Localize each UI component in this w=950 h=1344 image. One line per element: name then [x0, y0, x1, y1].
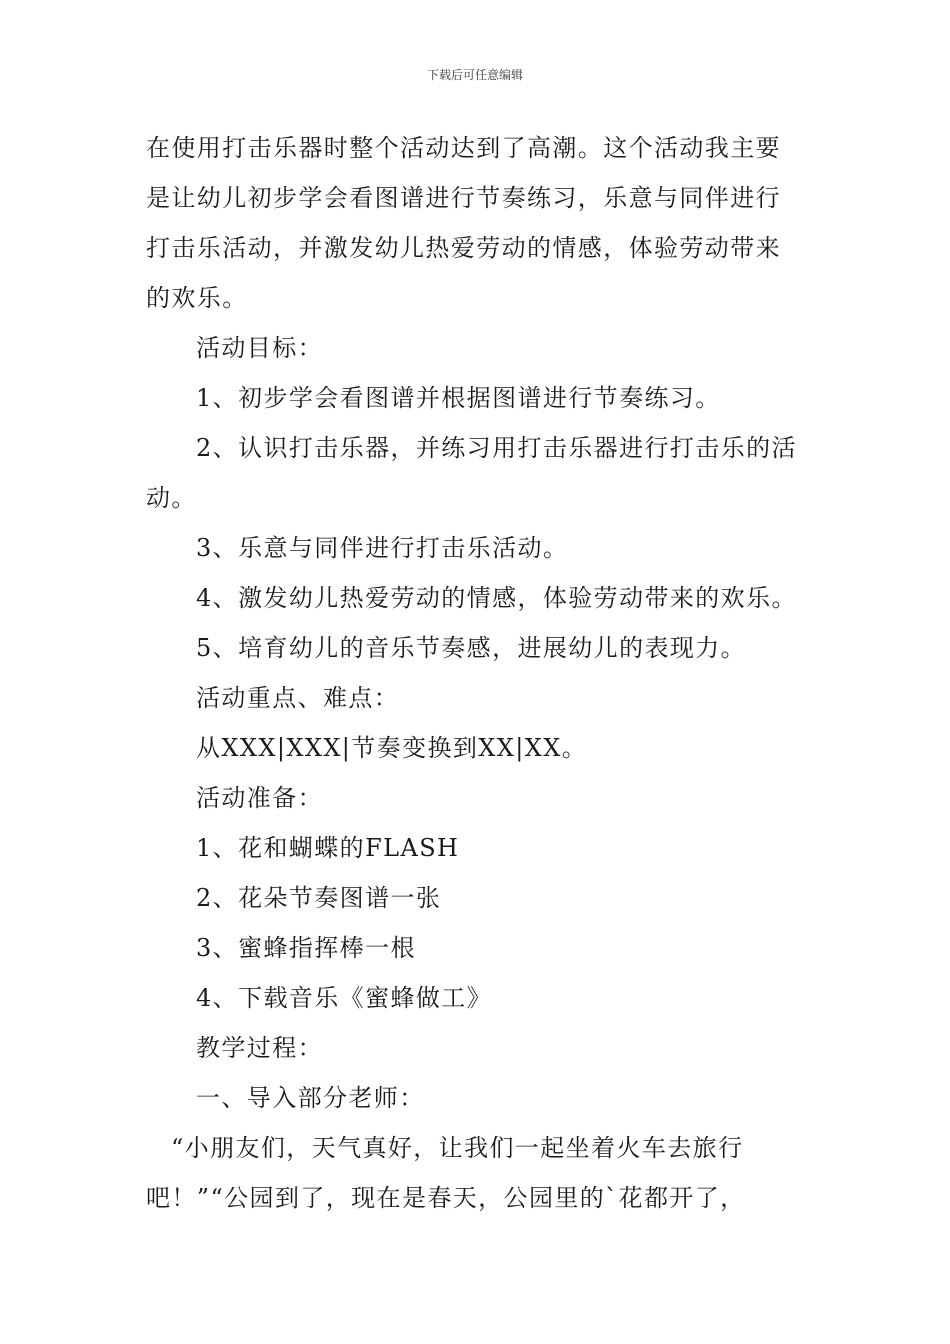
- section-heading-preparation: 活动准备：: [196, 784, 323, 812]
- list-item-continuation: 动。: [146, 484, 197, 512]
- header-note: 下载后可任意编辑: [426, 68, 523, 82]
- list-item: 5、培育幼儿的音乐节奏感，进展幼儿的表现力。: [196, 634, 747, 662]
- paragraph-line: “小朋友们，天气真好，让我们一起坐着火车去旅行: [171, 1134, 744, 1162]
- list-item: 3、蜜蜂指挥棒一根: [196, 934, 416, 962]
- section-heading-objectives: 活动目标：: [196, 334, 323, 362]
- list-item: 3、乐意与同伴进行打击乐活动。: [196, 534, 569, 562]
- list-item: 2、认识打击乐器，并练习用打击乐器进行打击乐的活: [196, 434, 797, 462]
- rhythm-text: 从XXX|XXX|节奏变换到XX|XX。: [196, 734, 588, 762]
- list-item: 4、下载音乐《蜜蜂做工》: [196, 984, 493, 1012]
- list-item: 2、花朵节奏图谱一张: [196, 884, 442, 912]
- list-item: 1、初步学会看图谱并根据图谱进行节奏练习。: [196, 384, 721, 412]
- paragraph-line: 吧！”“公园到了，现在是春天，公园里的`花都开了，: [146, 1184, 746, 1212]
- paragraph-line: 在使用打击乐器时整个活动达到了高潮。这个活动我主要: [146, 134, 781, 162]
- subsection-heading: 一、导入部分老师：: [196, 1084, 425, 1112]
- list-item: 1、花和蝴蝶的FLASH: [196, 834, 460, 862]
- paragraph-line: 的欢乐。: [146, 284, 248, 312]
- section-heading-process: 教学过程：: [196, 1034, 323, 1062]
- paragraph-line: 打击乐活动，并激发幼儿热爱劳动的情感，体验劳动带来: [146, 234, 781, 262]
- section-heading-key-points: 活动重点、难点：: [196, 684, 400, 712]
- list-item: 4、激发幼儿热爱劳动的情感，体验劳动带来的欢乐。: [196, 584, 797, 612]
- paragraph-line: 是让幼儿初步学会看图谱进行节奏练习，乐意与同伴进行: [146, 184, 781, 212]
